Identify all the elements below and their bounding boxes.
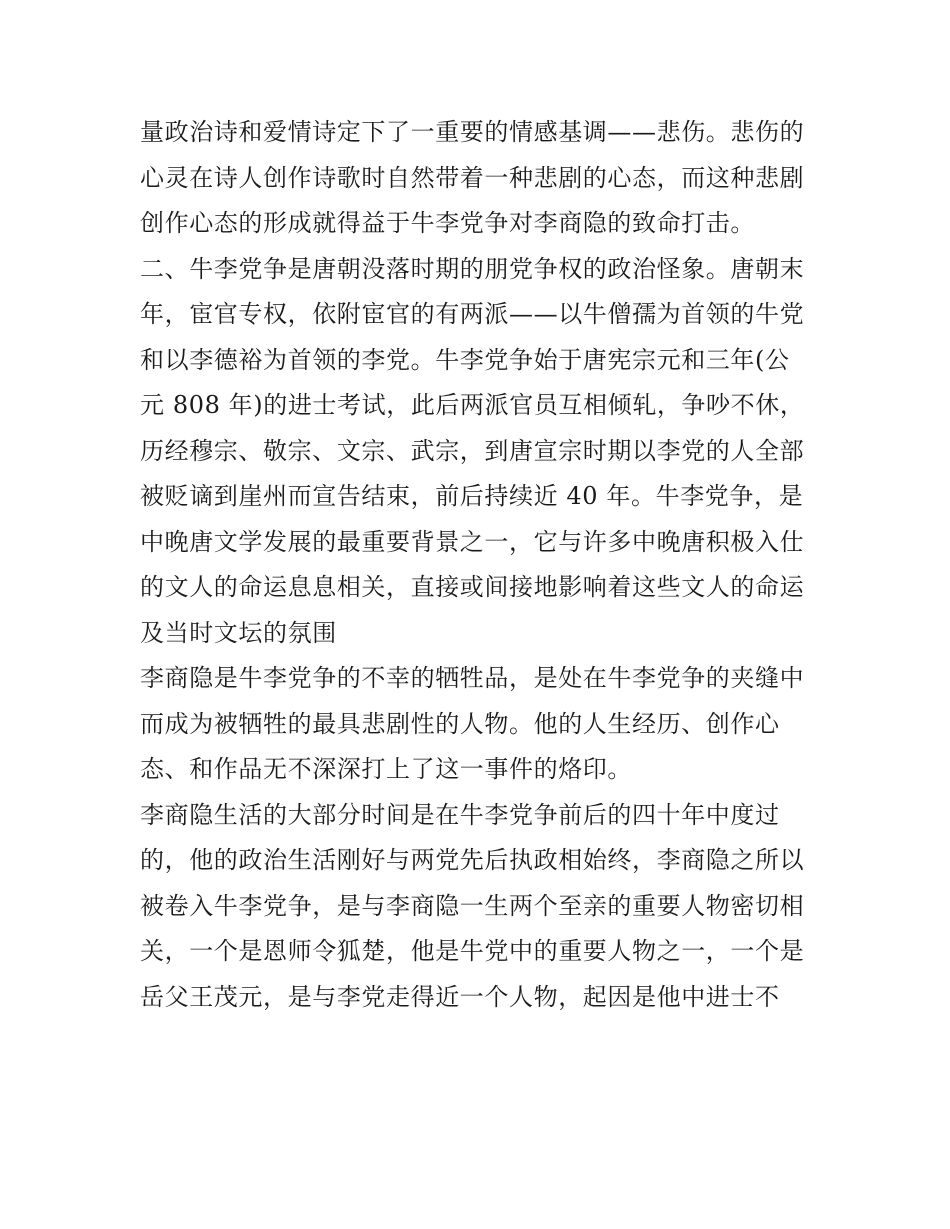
text-line: 和以李德裕为首领的李党。牛李党争始于唐宪宗元和三年(公 <box>140 345 790 374</box>
body-text <box>140 110 820 1020</box>
text-line: 二、牛李党争是唐朝没落时期的朋党争权的政治怪象。唐朝末 <box>140 254 805 283</box>
text-line: 心灵在诗人创作诗歌时自然带着一种悲剧的心态，而这种悲剧 <box>140 163 805 192</box>
text-line: 关，一个是恩师令狐楚，他是牛党中的重要人物之一，一个是 <box>140 937 805 965</box>
text-line: 创作心态的形成就得益于牛李党争对李商隐的致命打击。 <box>140 209 755 237</box>
text-line: 而成为被牺牲的最具悲剧性的人物。他的人生经历、创作心 <box>140 709 780 738</box>
text-line: 的文人的命运息息相关，直接或间接地影响着这些文人的命运 <box>140 573 805 601</box>
text-line: 年，宦官专权，依附宦官的有两派——以牛僧孺为首领的牛党 <box>140 300 805 328</box>
text-line: 被卷入牛李党争，是与李商隐一生两个至亲的重要人物密切相 <box>140 891 805 920</box>
text-line: 及当时文坛的氛围 <box>140 618 337 647</box>
text-line: 中晚唐文学发展的最重要背景之一，它与许多中晚唐积极入仕 <box>140 527 805 556</box>
text-line: 岳父王茂元，是与李党走得近一个人物，起因是他中进士不 <box>140 982 780 1011</box>
text-line: 被贬谪到崖州而宣告结束，前后持续近 40 年。牛李党争，是 <box>140 482 804 510</box>
text-line: 元 808 年)的进士考试，此后两派官员互相倾轧，争吵不休， <box>140 391 805 419</box>
text-line: 李商隐是牛李党争的不幸的牺牲品，是处在牛李党争的夹缝中 <box>140 664 805 692</box>
text-line: 的，他的政治生活刚好与两党先后执政相始终，李商隐之所以 <box>140 846 805 874</box>
text-line: 李商隐生活的大部分时间是在牛李党争前后的四十年中度过 <box>140 800 780 829</box>
text-line: 历经穆宗、敬宗、文宗、武宗，到唐宣宗时期以李党的人全部 <box>140 436 805 465</box>
text-line: 态、和作品无不深深打上了这一事件的烙印。 <box>140 755 632 783</box>
text-line: 量政治诗和爱情诗定下了一重要的情感基调——悲伤。悲伤的 <box>140 118 805 146</box>
